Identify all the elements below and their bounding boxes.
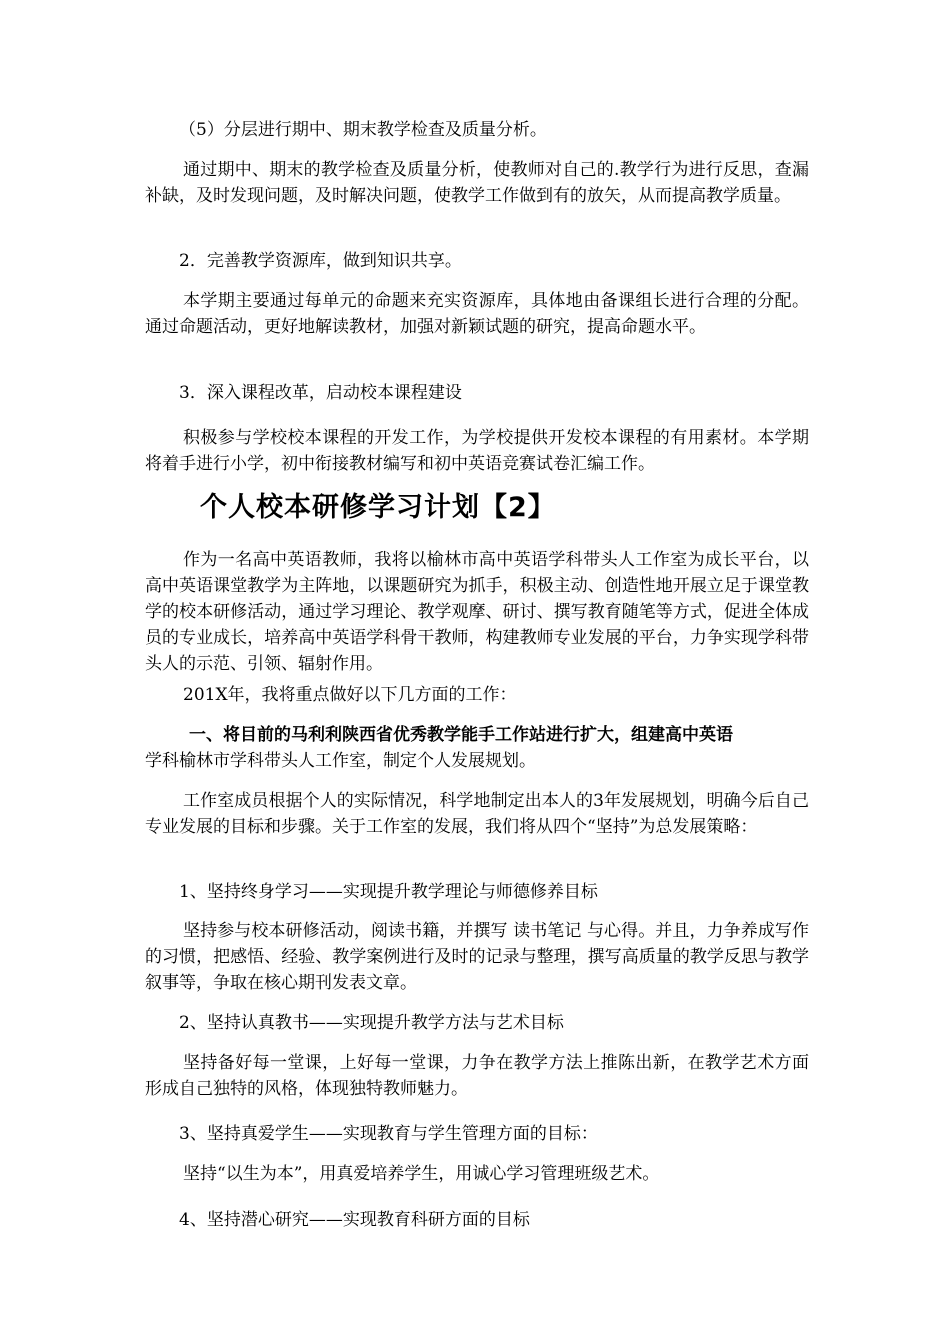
section-paragraph-10: 坚持“以生为本”，用真爱培养学生，用诚心学习管理班级艺术。 xyxy=(183,1164,660,1184)
section-paragraph-1: 作为一名高中英语教师，我将以榆林市高中英语学科带头人工作室为成长平台，以高中英语课堂教学为主阵地，以课题研究为抓手，积极主动、创造性地开展立足于课堂教学的校本研修活动，通过学习理论、教学观摩、研讨、撰写教育随笔等方式，促进全体成员的专业成长，培养高中英语学科骨干教师，构建教师专业发展的平台，力争实现学科带头人的示范、引领、辐射作用。 xyxy=(145,550,809,674)
paragraph-5: 3．深入课程改革，启动校本课程建设 xyxy=(179,383,462,403)
section-paragraph-5: 1、坚持终身学习——实现提升教学理论与师德修养目标 xyxy=(179,882,598,902)
section-paragraph-3: 学科榆林市学科带头人工作室，制定个人发展规划。 xyxy=(145,751,536,771)
section-paragraph-7: 2、坚持认真教书——实现提升教学方法与艺术目标 xyxy=(179,1013,564,1033)
section-title: 个人校本研修学习计划【2】 xyxy=(200,492,556,523)
paragraph-2: 通过期中、期末的教学检查及质量分析，使教师对自己的.教学行为进行反思，查漏补缺，及时发现问题，及时解决问题，使教学工作做到有的放矢，从而提高教学质量。 xyxy=(145,160,809,206)
paragraph-6: 积极参与学校校本课程的开发工作，为学校提供开发校本课程的有用素材。本学期将着手进行小学，初中衔接教材编写和初中英语竞赛试卷汇编工作。 xyxy=(145,428,809,474)
section-paragraph-9: 3、坚持真爱学生——实现教育与学生管理方面的目标： xyxy=(179,1124,598,1144)
section-paragraph-8: 坚持备好每一堂课，上好每一堂课，力争在教学方法上推陈出新，在教学艺术方面形成自己独特的风格，体现独特教师魅力。 xyxy=(145,1053,809,1099)
paragraph-4: 本学期主要通过每单元的命题来充实资源库，具体地由备课组长进行合理的分配。通过命题活动，更好地解读教材，加强对新颖试题的研究，提高命题水平。 xyxy=(145,291,809,337)
paragraph-1: （5）分层进行期中、期末教学检查及质量分析。 xyxy=(179,120,547,140)
section-paragraph-4: 工作室成员根据个人的实际情况，科学地制定出本人的3年发展规划，明确今后自己专业发展的目标和步骤。关于工作室的发展，我们将从四个“坚持”为总发展策略： xyxy=(145,791,809,837)
section-paragraph-6: 坚持参与校本研修活动，阅读书籍，并撰写 读书笔记 与心得。并且，力争养成写作的习惯，把感悟、经验、教学案例进行及时的记录与整理，撰写高质量的教学反思与教学叙事等，争取在核心期刊发表文章。 xyxy=(145,921,809,993)
paragraph-3: 2．完善教学资源库，做到知识共享。 xyxy=(179,251,462,271)
section-paragraph-11: 4、坚持潜心研究——实现教育科研方面的目标 xyxy=(179,1210,530,1230)
section-paragraph-2: 201X年，我将重点做好以下几方面的工作： xyxy=(183,685,517,705)
bold-lead-line: 一、将目前的马利利陕西省优秀教学能手工作站进行扩大，组建高中英语 xyxy=(189,725,733,745)
